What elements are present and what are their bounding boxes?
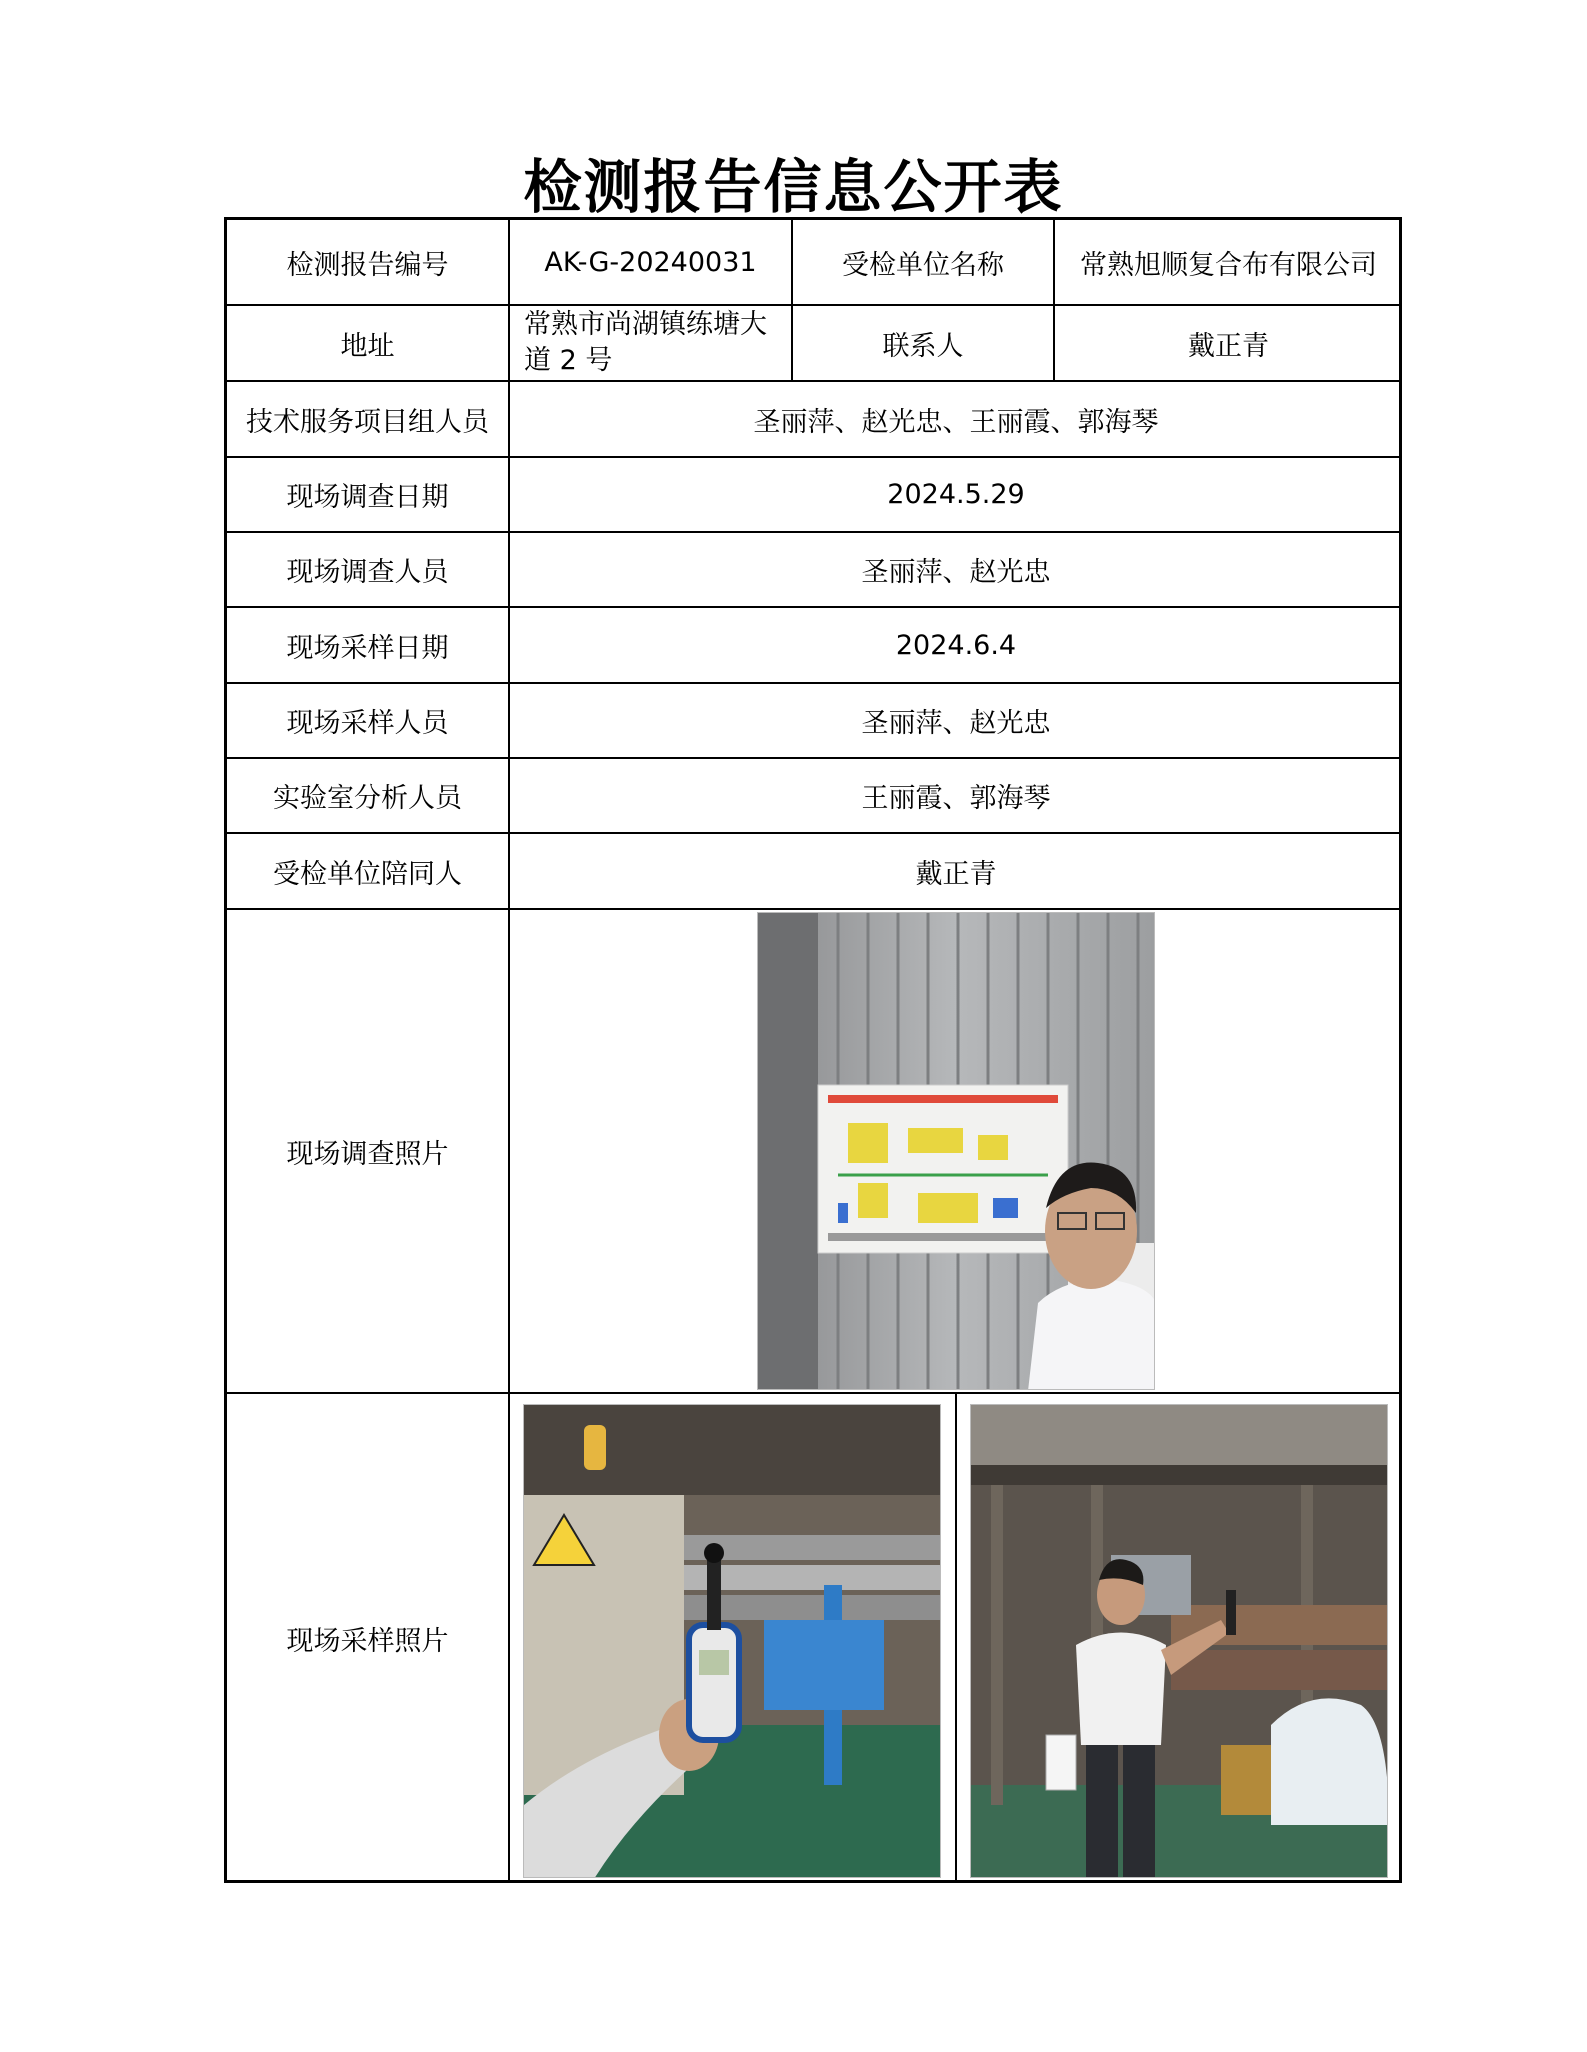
lab-staff-label: 实验室分析人员	[227, 759, 510, 832]
table-row	[227, 458, 1399, 533]
sample-staff-label: 现场采样人员	[227, 684, 510, 757]
unit-name-label: 受检单位名称	[793, 220, 1055, 304]
page-title: 检测报告信息公开表	[523, 153, 1064, 221]
contact-value: 戴正青	[1188, 330, 1269, 362]
survey-staff-label: 现场调查人员	[227, 533, 510, 606]
sample-date-value: 2024.6.4	[895, 629, 1017, 661]
sampling-photo-1	[523, 1404, 941, 1878]
report-number-value: AK-G-20240031	[510, 220, 793, 304]
table-row	[227, 910, 1399, 1394]
address-value: 常熟市尚湖镇练塘大道 2 号	[510, 306, 793, 380]
sound-meter-photo-image	[524, 1405, 941, 1878]
escort-value: 戴正青	[915, 858, 997, 890]
survey-photo	[757, 912, 1155, 1390]
unit-name-value: 常熟旭顺复合布有限公司	[1080, 249, 1377, 281]
survey-photo-image	[758, 913, 1155, 1390]
sample-staff-value: 圣丽萍、赵光忠	[861, 708, 1051, 739]
sample-photo-label: 现场采样照片	[227, 1394, 510, 1882]
survey-photo-label: 现场调查照片	[227, 910, 510, 1392]
sample-date-label: 现场采样日期	[227, 608, 510, 682]
info-table	[224, 217, 1402, 1883]
report-number-label: 检测报告编号	[227, 220, 510, 304]
table-row	[227, 306, 1399, 382]
table-row	[227, 382, 1399, 458]
address-label: 地址	[227, 306, 510, 380]
survey-date-label: 现场调查日期	[227, 458, 510, 531]
table-row	[227, 220, 1399, 306]
team-value: 圣丽萍、赵光忠、王丽霞、郭海琴	[753, 406, 1159, 438]
sampling-photo-2	[970, 1404, 1388, 1878]
survey-date-value: 2024.5.29	[887, 479, 1025, 510]
survey-staff-value: 圣丽萍、赵光忠	[861, 557, 1051, 588]
table-row	[227, 608, 1399, 684]
team-label: 技术服务项目组人员	[227, 382, 510, 456]
table-row	[227, 533, 1399, 608]
table-row	[227, 684, 1399, 759]
table-row	[227, 759, 1399, 834]
sampling-worker-photo-image	[971, 1405, 1388, 1878]
lab-staff-value: 王丽霞、郭海琴	[861, 783, 1051, 814]
photo-divider	[955, 1394, 957, 1882]
escort-label: 受检单位陪同人	[227, 834, 510, 908]
table-row	[227, 1394, 1399, 1882]
contact-label: 联系人	[793, 306, 1055, 380]
table-row	[227, 834, 1399, 910]
